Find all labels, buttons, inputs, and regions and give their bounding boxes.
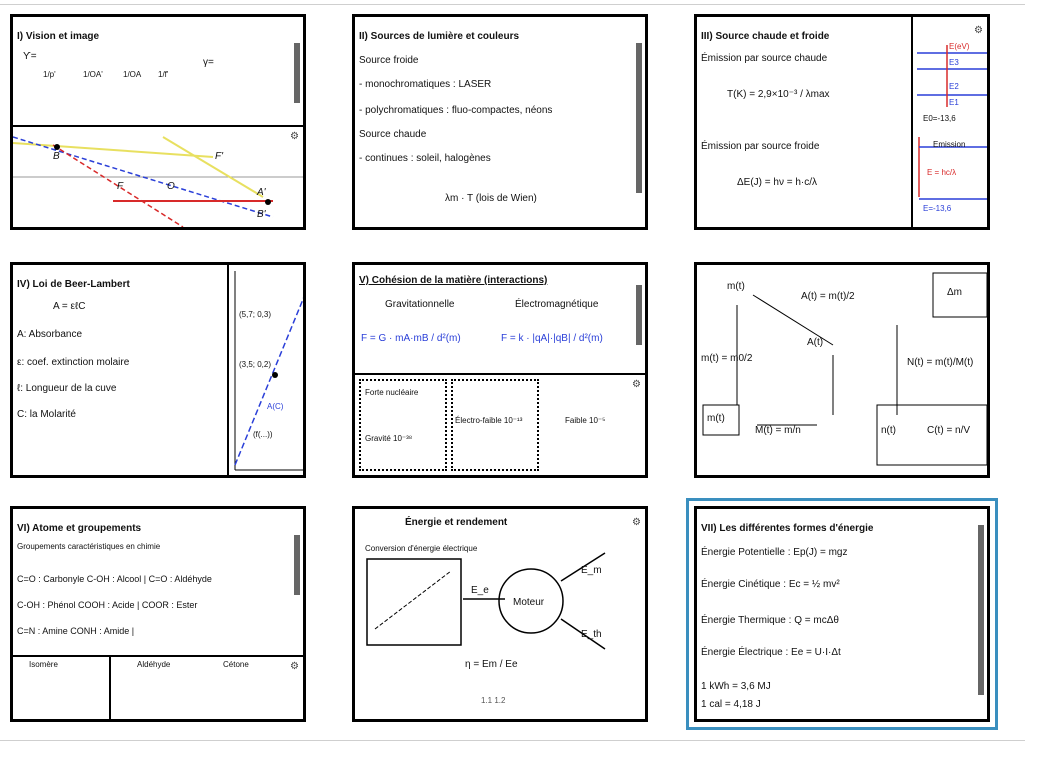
settings-icon[interactable]: ⚙ (290, 661, 299, 672)
settings-icon[interactable]: ⚙ (974, 25, 983, 36)
subtitle: Gravitationnelle (385, 299, 455, 310)
formula-term: 1/OA (123, 70, 142, 79)
content-line: Énergie Électrique : Ee = U·I·Δt (701, 647, 841, 658)
formula-label: m(t) (707, 413, 725, 424)
page-title: V) Cohésion de la matière (interactions) (359, 275, 548, 286)
page-thumbnail-6[interactable] (694, 262, 990, 478)
page-title: II) Sources de lumière et couleurs (359, 31, 520, 42)
content-line: Source chaude (359, 129, 427, 140)
page-thumbnail-7[interactable] (10, 506, 306, 722)
content-line: C: la Molarité (17, 409, 76, 420)
energy-label: E2 (949, 82, 959, 91)
content-line: 1 kWh = 3,6 MJ (701, 681, 771, 692)
formula-label: A(t) = m(t)/2 (801, 291, 855, 302)
point-label: A' (257, 187, 266, 198)
content-line: ℓ: Longueur de la cuve (17, 383, 117, 394)
page-thumbnail-9[interactable] (694, 506, 990, 722)
point-label: B' (257, 209, 266, 220)
formula-term: 1/p' (43, 70, 56, 79)
content-line: - monochromatiques : LASER (359, 79, 492, 90)
formula-label: N(t) = m(t)/M(t) (907, 357, 974, 368)
content-line: 1 cal = 4,18 J (701, 699, 761, 710)
formula-gamma: ϒ= (23, 51, 37, 62)
coord-label: (5,7; 0,3) (239, 310, 272, 319)
page-title: IV) Loi de Beer-Lambert (17, 279, 130, 290)
content-line: ε: coef. extinction molaire (17, 357, 130, 368)
diagram-label: E_m (581, 565, 602, 576)
scrollbar[interactable] (294, 535, 300, 595)
page-thumbnail-3[interactable] (694, 14, 990, 230)
content-line: A = εℓC (53, 301, 86, 312)
bottom-label: Cétone (223, 660, 249, 669)
point-label: B (53, 151, 60, 162)
energy-chain-diagram (355, 509, 645, 719)
content-line: Énergie Cinétique : Ec = ½ mv² (701, 579, 840, 590)
energy-label: E1 (949, 98, 959, 107)
page-thumbnail-1[interactable] (10, 14, 306, 230)
diagram-label: E_th (581, 629, 602, 640)
content-line: C=N : Amine CONH : Amide | (17, 626, 135, 636)
formula: F = k · |qA|·|qB| / d²(m) (501, 333, 603, 344)
content-line: Groupements caractéristiques en chimie (17, 542, 161, 551)
formula-label: Δm (947, 287, 963, 298)
content-line: Conversion d'énergie électrique (365, 544, 478, 553)
page-thumbnail-2[interactable] (352, 14, 648, 230)
content-line: Énergie Thermique : Q = mcΔθ (701, 615, 839, 626)
formula-label: M(t) = m/n (755, 425, 801, 436)
formula-label: A(t) (807, 337, 824, 348)
page-nav[interactable]: 1.1 1.2 (481, 696, 506, 705)
content-line: T(K) = 2,9×10⁻³ / λmax (727, 89, 830, 100)
coord-label: A(C) (267, 402, 284, 411)
scrollbar[interactable] (636, 285, 642, 345)
point-label: O (167, 181, 175, 192)
formula-label: C(t) = n/V (927, 425, 971, 436)
panel-divider (13, 655, 303, 657)
formula-term: 1/OA' (83, 70, 103, 79)
content-line: A: Absorbance (17, 329, 83, 340)
formula-label: m(t) = m0/2 (701, 353, 753, 364)
top-divider (0, 4, 1025, 5)
content-line: λm · T (lois de Wien) (445, 193, 537, 204)
page-title: VI) Atome et groupements (17, 523, 142, 534)
diagram-label: E_e (471, 585, 489, 596)
bottom-divider (0, 740, 1025, 741)
formula-label: n(t) (881, 425, 896, 436)
page-title: VII) Les différentes formes d'énergie (701, 523, 874, 534)
page-title: I) Vision et image (17, 31, 100, 42)
scrollbar[interactable] (978, 525, 984, 695)
point-label: F (117, 181, 124, 192)
page-thumbnail-5[interactable] (352, 262, 648, 478)
page-title: Énergie et rendement (405, 517, 508, 528)
content-line: ΔE(J) = hν = h·c/λ (737, 177, 818, 188)
magnification-label: γ= (203, 57, 214, 68)
panel-divider (355, 373, 645, 375)
diagram-label: Moteur (513, 597, 545, 608)
diagram-label: η = Em / Ee (465, 659, 518, 670)
formula-label: m(t) (727, 281, 745, 292)
box-label: Gravité 10⁻³⁸ (365, 434, 413, 443)
formula-term: 1/f' (158, 70, 169, 79)
coord-label: (f(...)) (253, 430, 273, 439)
energy-label: E(eV) (949, 42, 970, 51)
content-line: C=O : Carbonyle C-OH : Alcool | C=O : Aldéhyde (17, 574, 212, 584)
bottom-label: Isomère (29, 660, 58, 669)
formula: F = G · mA·mB / d²(m) (361, 333, 461, 344)
settings-icon[interactable]: ⚙ (632, 379, 641, 390)
settings-icon[interactable]: ⚙ (290, 131, 299, 142)
page-thumbnail-8[interactable] (352, 506, 648, 722)
content-line: - polychromatiques : fluo-compactes, néons (359, 105, 553, 116)
energy-label: E0=-13,6 (923, 114, 956, 123)
content-line: Énergie Potentielle : Ep(J) = mgz (701, 547, 848, 558)
page-title: III) Source chaude et froide (701, 31, 830, 42)
panel-divider (109, 655, 111, 719)
energy-label: E = hc/λ (927, 168, 957, 177)
scrollbar[interactable] (636, 43, 642, 193)
content-line: Source froide (359, 55, 419, 66)
energy-label: Emission (933, 140, 966, 149)
bottom-label: Aldéhyde (137, 660, 171, 669)
point-label: F' (215, 151, 224, 162)
content-line: - continues : soleil, halogènes (359, 153, 491, 164)
coord-label: (3,5; 0,2) (239, 360, 272, 369)
energy-label: E3 (949, 58, 959, 67)
subtitle: Électromagnétique (515, 299, 599, 310)
content-line: Émission par source froide (701, 141, 820, 152)
settings-icon[interactable]: ⚙ (632, 517, 641, 528)
box-label: Électro-faible 10⁻¹³ (455, 416, 523, 425)
content-line: Émission par source chaude (701, 53, 828, 64)
page-thumbnail-4[interactable] (10, 262, 306, 478)
content-line: C-OH : Phénol COOH : Acide | COOR : Ester (17, 600, 198, 610)
box-label: Faible 10⁻⁵ (565, 416, 606, 425)
box-label: Forte nucléaire (365, 388, 419, 397)
energy-label: E=-13,6 (923, 204, 952, 213)
